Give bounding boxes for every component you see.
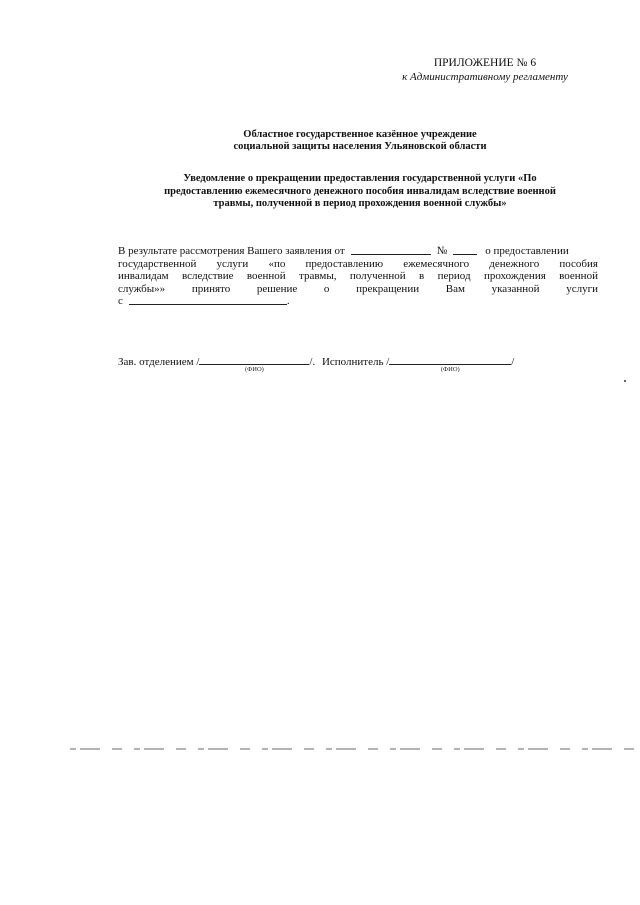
- head-fio-caption: (ФИО): [244, 366, 264, 373]
- termination-date-blank: [129, 295, 287, 305]
- notice-body: [118, 245, 598, 308]
- appendix-reference: к Административному регламенту: [402, 71, 568, 83]
- body-row-1: [118, 245, 598, 258]
- body-word: указанной: [491, 282, 540, 295]
- body-word: полученной: [349, 270, 406, 283]
- notice-title-line-1: Уведомление о прекращении предоставления государственной услуги «По: [183, 173, 537, 184]
- appendix-number: ПРИЛОЖЕНИЕ № 6: [433, 57, 537, 69]
- body-word: инвалидам: [118, 270, 169, 283]
- body-word: решение: [256, 282, 298, 295]
- body-word: услуги: [566, 282, 598, 295]
- body-word: службы»»: [118, 282, 166, 295]
- body-row-1-number-sign: №: [436, 245, 448, 257]
- body-word: «по: [268, 257, 286, 270]
- signature-line: [118, 354, 598, 373]
- executor-fio-caption: (ФИО): [440, 366, 460, 373]
- body-word: военной: [559, 270, 598, 283]
- body-word: услуги: [216, 257, 249, 270]
- notice-title-line-3: травмы, полученной в период прохождения военной службы»: [213, 198, 507, 209]
- body-word: прохождения: [483, 270, 546, 283]
- notice-title-line-2: предоставлению ежемесячного денежного пособия инвалидам вследствие военной: [164, 185, 556, 197]
- body-row-2: [118, 258, 598, 271]
- organization-line-2: социальной защиты населения Ульяновской области: [233, 141, 487, 152]
- body-word: пособия: [559, 257, 598, 270]
- body-row-1-text-b: о предоставлении: [485, 245, 569, 257]
- body-row-5: [118, 295, 598, 308]
- head-signature-close: /.: [309, 356, 316, 368]
- body-word: в: [419, 270, 425, 283]
- executor-signature-blank: [389, 354, 511, 373]
- body-word: ежемесячного: [403, 257, 470, 270]
- body-word: военной: [246, 270, 286, 283]
- application-number-blank: [453, 245, 477, 255]
- scan-artifact-dot: [624, 380, 626, 382]
- body-row-4: [118, 283, 598, 296]
- appendix-header: [385, 56, 585, 84]
- body-word: Вам: [445, 282, 465, 295]
- body-word: денежного: [489, 257, 540, 270]
- body-row-5-prefix: с: [118, 295, 123, 308]
- organization-name: [120, 129, 600, 153]
- body-word: государственной: [118, 257, 197, 270]
- body-word: прекращении: [356, 282, 420, 295]
- head-signature-blank: [199, 354, 309, 373]
- body-word: принято: [191, 282, 231, 295]
- body-word: предоставлению: [305, 257, 384, 270]
- body-row-1-text-a: В результате рассмотрения Вашего заявления от: [118, 245, 345, 257]
- body-row-3: [118, 270, 598, 283]
- notice-title: [116, 173, 604, 211]
- scan-artifact-dashes: [70, 748, 640, 750]
- application-date-blank: [351, 245, 431, 255]
- head-of-department-label: Зав. отделением /: [118, 356, 200, 368]
- organization-line-1: Областное государственное казённое учреждение: [243, 129, 477, 140]
- body-word: период: [437, 270, 471, 283]
- executor-label: Исполнитель /: [321, 356, 390, 368]
- body-word: о: [323, 282, 330, 295]
- body-word: травмы,: [299, 270, 337, 283]
- body-word: вследствие: [182, 270, 234, 283]
- executor-signature-close: /: [511, 356, 515, 368]
- body-row-5-end: .: [286, 295, 290, 308]
